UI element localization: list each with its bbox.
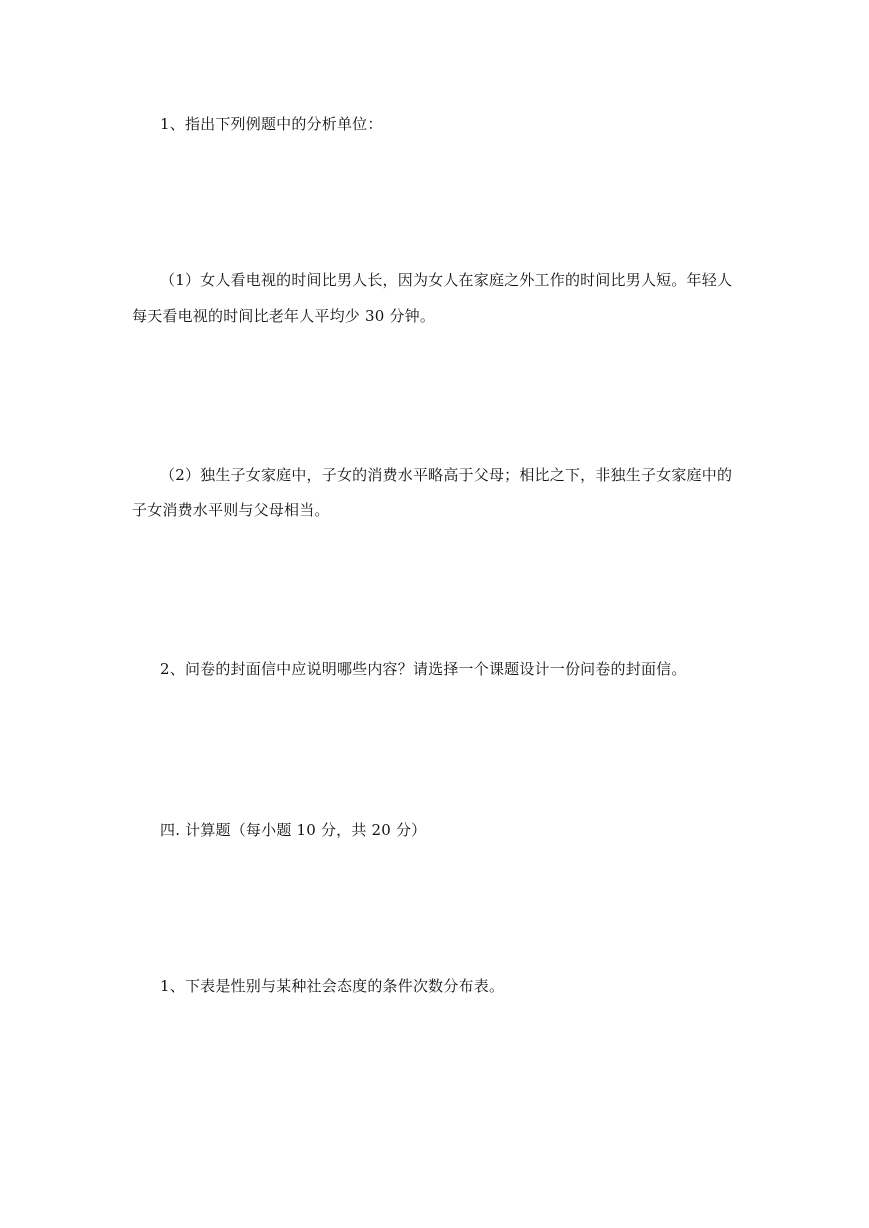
question-1-prompt: 1、指出下列例题中的分析单位： bbox=[160, 115, 383, 133]
question-1-item-2-line-2: 子女消费水平则与父母相当。 bbox=[132, 501, 330, 519]
section-4-question-1-prompt: 1、下表是性别与某种社会态度的条件次数分布表。 bbox=[160, 977, 505, 995]
question-1-item-1-line-2: 每天看电视的时间比老年人平均少 30 分钟。 bbox=[132, 307, 436, 325]
section-4-heading: 四. 计算题（每小题 10 分，共 20 分） bbox=[160, 821, 427, 839]
question-1-item-1-line-1: （1）女人看电视的时间比男人长，因为女人在家庭之外工作的时间比男人短。年轻人 bbox=[160, 271, 733, 289]
question-2-prompt: 2、问卷的封面信中应说明哪些内容？请选择一个课题设计一份问卷的封面信。 bbox=[160, 660, 687, 678]
question-1-item-2-line-1: （2）独生子女家庭中，子女的消费水平略高于父母；相比之下，非独生子女家庭中的 bbox=[160, 466, 733, 484]
